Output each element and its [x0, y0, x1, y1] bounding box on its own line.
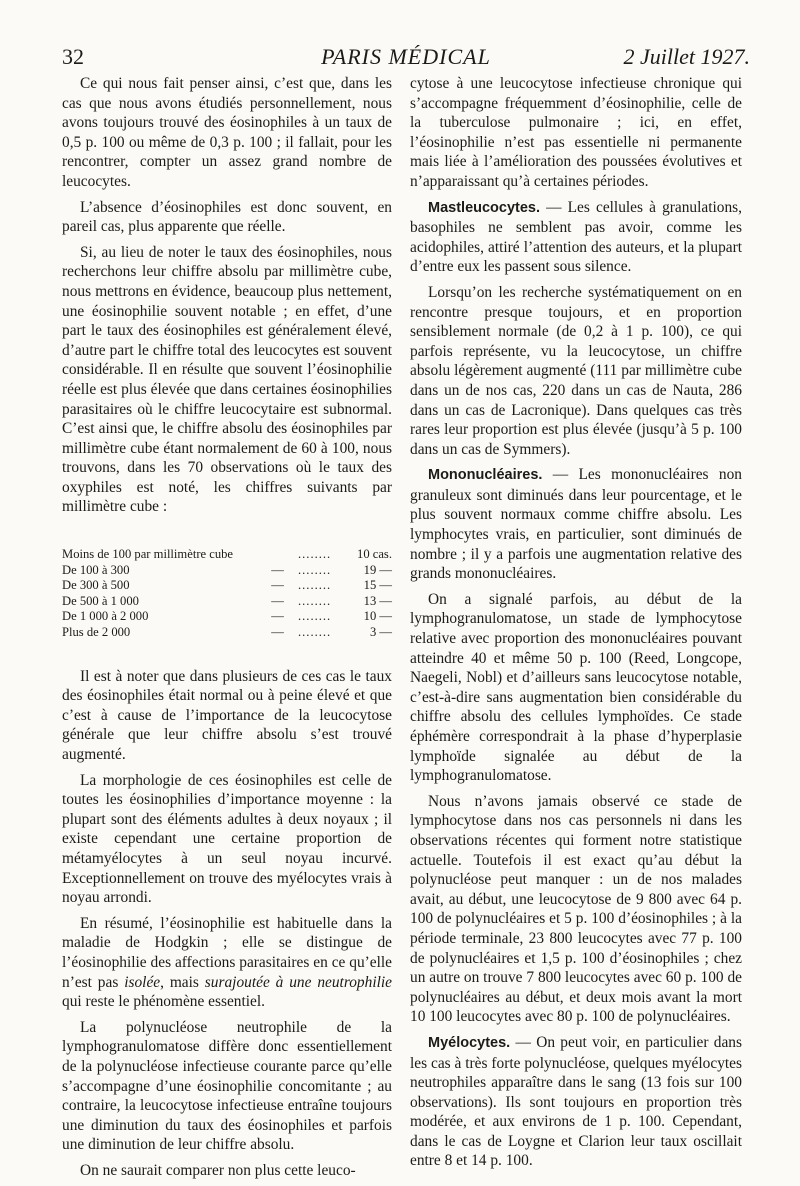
leader-dots: ........ — [298, 562, 332, 577]
eosinophil-count-table — [62, 547, 392, 641]
count-cell: 3 — — [369, 625, 392, 640]
dash-cell: — — [271, 609, 284, 624]
issue-date: 2 Juillet 1927. — [623, 44, 750, 69]
dash-cell — [271, 547, 286, 563]
dash-cell: — — [271, 562, 284, 577]
paragraph: La morphologie de ces éosinophiles est celle de toutes les éosinophilies d’importance moyenne : la plupart sont des éléments adultes à deux noyaux ; il existe cependant une certaine proportion de métamyélocytes à un seul noyau incurvé. Exceptionnellement on trouve des myélocytes vrais à noyau arrondi. — [62, 771, 392, 907]
paragraph — [410, 1033, 742, 1171]
table-row — [62, 563, 392, 579]
text-run: — Les mononucléaires non granuleux sont diminués dans leur pourcentage, et le plus souvent normaux comme chiffre absolu. Les lymphocytes vrais, en particulier, sont diminués de nombre ; il y a parfois une augmentation relative des grands mononucléaires. — [410, 466, 742, 583]
leader-dots: ........ — [298, 609, 332, 624]
range-cell: De 500 à 1 000 — [62, 593, 139, 608]
paragraph — [62, 914, 392, 1012]
table-row — [62, 609, 392, 625]
left-column — [62, 74, 392, 1186]
emphasis: surajoutée à une neutrophilie — [204, 973, 392, 991]
range-cell: Plus de 2 000 — [62, 625, 131, 640]
right-column — [410, 74, 742, 1177]
paragraph: Ce qui nous fait penser ainsi, c’est que, dans les cas que nous avons étudiés personnellement, nous avons toujours trouvé des éosinophiles à un taux de 0,5 p. 100 ou même de 0,3 p. 100 ; il fallait, pour les rencontrer, compter un assez grand nombre de leucocytes. — [62, 75, 392, 190]
leader-dots: ........ — [298, 547, 332, 562]
leader-dots: ........ — [298, 625, 332, 640]
count-cell: 19 — — [363, 562, 392, 577]
leader-dots: ........ — [298, 578, 332, 593]
dash-cell: — — [271, 578, 284, 593]
text-run: qui reste le phénomène essentiel. — [62, 993, 266, 1011]
count-cell: 10 cas. — [357, 547, 392, 562]
text-run: , mais — [160, 973, 205, 991]
paragraph: Si, au lieu de noter le taux des éosinophiles, nous recherchons leur chiffre absolu par millimètre cube, nous mettrons en évidence, beaucoup plus nettement, une éosinophilie souvent notable ; en effet, d’une part le taux des éosinophiles est généralement élevé, d’autre part le chiffre total des leucocytes est souvent considérable. Il en résulte que souvent l’éosinophilie réelle est plus élevée que dans certaines éosinophilies parasitaires où le chiffre leucocytaire est subnormal. C’est ainsi que, le chiffre absolu des éosinophiles par millimètre cube étant normalement de 60 à 100, nous trouvons, dans les 70 observations où le taux des oxyphiles est noté, les chiffres suivants par millimètre cube : — [62, 243, 392, 516]
paragraph: La polynucléose neutrophile de la lymphogranulomatose diffère donc essentiellement de la polynucléose infectieuse courante parce qu’elle s’accompagne d’une éosinophilie concomitante ; au contraire, la leucocytose infectieuse entraîne toujours une diminution du taux des éosinophiles et parfois une diminution de leur chiffre absolu. — [62, 1018, 392, 1154]
table-row — [62, 625, 392, 641]
table-row — [62, 594, 392, 610]
paragraph — [410, 198, 742, 277]
table-row — [62, 547, 392, 563]
text-run: — On peut voir, en particulier dans les cas à très forte polynucléose, quelques myélocytes neutrophiles apparaître dans le sang (13 fois sur 100 observations). Ils sont toujours en proportion très modérée, et aux environs de 1 p. 100. Cependant, dans le cas de Loygne et Clarion leur taux oscillait entre 8 et 14 p. 100. — [410, 1033, 742, 1170]
count-cell: 10 — — [363, 609, 392, 624]
paragraph: cytose à une leucocytose infectieuse chronique qui s’accompagne fréquemment d’éosinophilie, celle de la tuberculose pulmonaire ; ici, en effet, l’éosinophilie n’est pas essentielle ni permanente mais liée à l’amélioration des poussées évolutives et n’apparaissant qu’à certaines périodes. — [410, 75, 742, 190]
range-cell: Moins de 100 par millimètre cube — [62, 547, 234, 562]
range-cell: De 1 000 à 2 000 — [62, 609, 149, 624]
paragraph: On a signalé parfois, au début de la lymphogranulomatose, un stade de lymphocytose relative avec proportion des mononucléaires pouvant atteindre 40 et même 50 p. 100 (Reed, Longcope, Naegeli, Nobl) et d’ailleurs sans leucocytose notable, c’est-à-dire sans augmentation bien considérable du chiffre absolu des cellules lymphoïdes. Ce stade éphémère correspondrait à la phase d’hyperplasie lymphoïde signalée au début de la lymphogranulomatose. — [410, 590, 742, 785]
range-cell: De 100 à 300 — [62, 562, 130, 577]
paragraph: On ne saurait comparer non plus cette leuco- — [80, 1161, 356, 1179]
journal-title: PARIS MÉDICAL — [321, 44, 491, 69]
section-heading: Mastleucocytes. — [428, 199, 541, 216]
paragraph — [410, 465, 742, 584]
dash-cell: — — [271, 625, 284, 640]
paragraph: L’absence d’éosinophiles est donc souvent, en pareil cas, plus apparente que réelle. — [62, 198, 392, 236]
text-run: — Les cellules à granulations, basophiles ne semblent pas avoir, comme les acidophiles, attiré l’attention des auteurs, et la plupart d’entre eux les passent sous silence. — [410, 198, 742, 276]
count-cell: 13 — — [363, 593, 392, 608]
section-heading: Mononucléaires. — [428, 467, 543, 484]
count-cell: 15 — — [363, 578, 392, 593]
section-heading: Myélocytes. — [428, 1034, 511, 1051]
emphasis: isolée — [124, 973, 161, 991]
paragraph: Lorsqu’on les recherche systématiquement on en rencontre presque toujours, et en proportion sensiblement normale (de 0,2 à 1 p. 100), ce qui parfois représente, vu la leucocytose, un chiffre absolu légèrement augmenté (111 par millimètre cube dans un de nos cas, 220 dans un cas de Nauta, 286 dans un cas de Lacronique). Dans quelques cas très rares leur proportion est plus élevée (jusqu’à 5 p. 100 dans un cas de Symmers). — [410, 283, 742, 458]
text-run: En résumé, l’éosinophilie est habituelle dans la maladie de Hodgkin ; elle se distingue de l’éosinophilie des affections parasitaires en ce qu’elle n’est pas — [62, 914, 392, 991]
dash-cell: — — [271, 593, 284, 608]
page-number: 32 — [62, 44, 84, 69]
range-cell: De 300 à 500 — [62, 578, 130, 593]
paragraph: Il est à noter que dans plusieurs de ces cas le taux des éosinophiles était normal ou à peine élevé et que c’est à cause de l’importance de la leucocytose générale que leur chiffre absolu s’est trouvé augmenté. — [62, 667, 392, 763]
running-header — [62, 44, 750, 74]
table-row — [62, 578, 392, 594]
leader-dots: ........ — [298, 593, 332, 608]
paragraph: Nous n’avons jamais observé ce stade de lymphocytose dans nos cas personnels ni dans les observations récentes qui forment notre statistique actuelle. Toutefois il est exact qu’au début la polynucléose peut manquer : un de nos malades avait, au début, une leucocytose de 9 800 avec 64 p. 100 de polynucléaires et 5 p. 100 d’éosinophiles ; à la période terminale, 23 800 leucocytes avec 77 p. 100 de polynucléaires et 1,5 p. 100 d’éosinophiles ; chez un autre on trouve 7 800 leucocytes avec 60 p. 100 de polynucléaires au début, et deux mois avant la mort 10 100 leucocytes avec 80 p. 100 de polynucléaires. — [410, 792, 742, 1026]
